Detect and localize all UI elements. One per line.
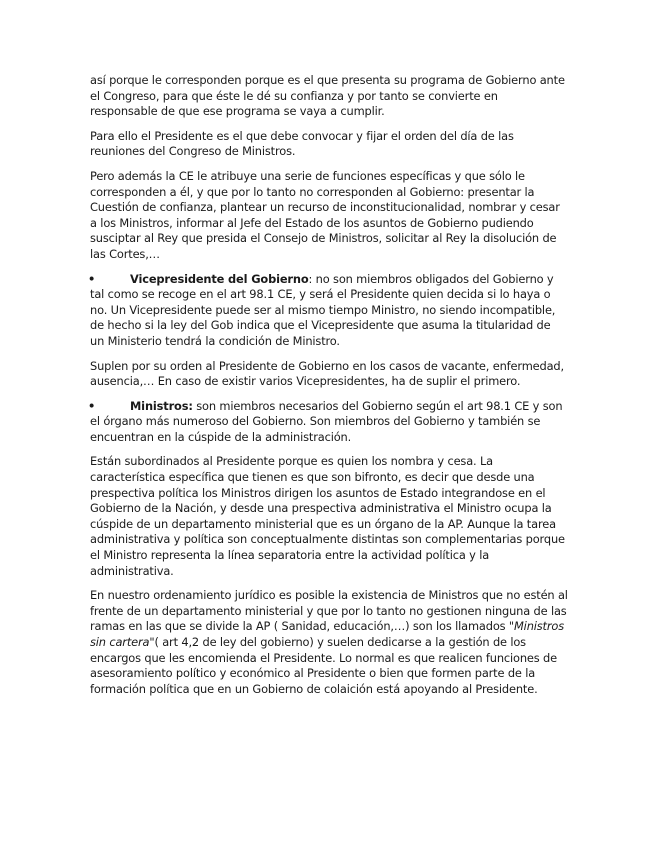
paragraph-president-convoke: Para ello el Presidente es el que debe convocar y fijar el orden del día de las reuniones del Congreso de Ministros. (90, 128, 514, 159)
paragraph-president-functions: Pero además la CE le atribuye una serie de funciones específicas y que sólo le corresponden a él, y que por lo tanto no corresponden al Gobierno: presentar la Cuestión de confianza, plantear un recurso de inconstitucionalidad, nombrar y cesar a los Ministros, informar al Jefe del Estado de los asuntos de Gobierno pudiendo susciptar al Rey que presida el Consejo de Ministros, solicitar al Rey la disolución de las Cortes,… (90, 168, 560, 261)
bullet-vicepresidente-heading: Vicepresidente del Gobierno (130, 271, 309, 286)
sin-cartera-italic: Ministros sin cartera (90, 619, 565, 649)
bullet-ministros-heading: Ministros: (130, 398, 193, 413)
bullet-marker: • (88, 398, 96, 413)
paragraph-ministros-subordinados: Están subordinados al Presidente porque es quien los nombra y cesa. La característica específica que tienen es que son bifronto, es decir que desde una prespectiva política los Ministros dirigen los asuntos de Estado integrandose en el Gobierno de la Nación, y desde una prespectiva administrativa el Ministro ocupa la cúspide de un departamento ministerial que es un órgano de la AP. Aunque la tarea administrativa y política son conceptualmente distintas son complementarias porque el Ministro representa la línea separatoria entre la actividad política y la administrativa. (90, 454, 565, 578)
paragraph-president-program: así porque le corresponden porque es el que presenta su programa de Gobierno ante el Congreso, para que éste le dé su confianza y por tanto se convierte en responsable de que ese programa se vaya a cumplir. (90, 73, 565, 119)
bullet-vicepresidente-title (90, 272, 309, 286)
bullet-ministros (90, 399, 568, 446)
bullet-vicepresidente-text: : no son miembros obligados del Gobierno y tal como se recoge en el art 98.1 CE, y será el Presidente quien decida si lo haya o no. Un Vicepresidente puede ser al mismo tiempo Ministro, no siendo incompatible, de hecho si la ley del Gob indica que el Vicepresidente que asuma la titularidad de un Ministerio tendrá la condición de Ministro. (90, 271, 556, 348)
bullet-ministros-title (90, 399, 193, 413)
bullet-marker: • (88, 271, 96, 286)
paragraph-vicepresidente-suplen: Suplen por su orden al Presidente de Gobierno en los casos de vacante, enfermedad, ausencia,… En caso de existir varios Vicepresidentes, ha de suplir el primero. (90, 358, 564, 389)
bullet-vicepresidente (90, 272, 568, 350)
sin-cartera-text-1: En nuestro ordenamiento jurídico es posible la existencia de Ministros que no estén al frente de un departamento ministerial y que por lo tanto no gestionen ninguna de las ramas en las que se divide la AP ( Sanidad, educación,…) son los llamados " (90, 588, 568, 634)
document-page (90, 73, 568, 706)
paragraph-ministros-sin-cartera (90, 588, 568, 697)
bullet-ministros-text: son miembros necesarios del Gobierno según el art 98.1 CE y son el órgano más numeroso del Gobierno. Son miembros del Gobierno y también se encuentran en la cúspide de la administración. (90, 398, 563, 444)
sin-cartera-text-2: "( art 4,2 de ley del gobierno) y suelen dedicarse a la gestión de los encargos que les encomienda el Presidente. Lo normal es que realicen funciones de asesoramiento político y económico al Presidente o bien que formen parte de la formación política que en un Gobierno de colaición está apoyando al Presidente. (90, 635, 557, 696)
